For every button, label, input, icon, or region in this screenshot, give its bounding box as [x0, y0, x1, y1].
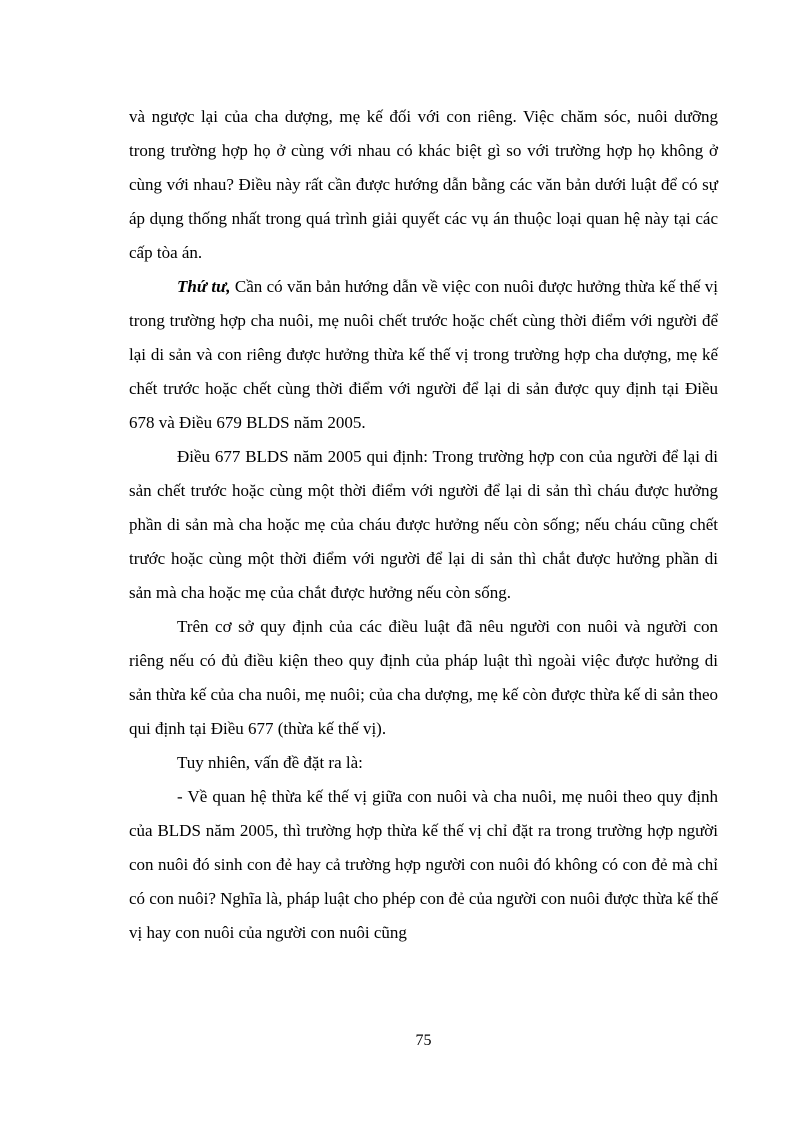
paragraph: và ngược lại của cha dượng, mẹ kế đối với con riêng. Việc chăm sóc, nuôi dưỡng trong trường hợp họ ở cùng với nhau có khác biệt gì so với trường hợp họ không ở cùng với nhau? Điều này rất cần được hướng dẫn bằng các văn bản dưới luật để có sự áp dụng thống nhất trong quá trình giải quyết các vụ án thuộc loại quan hệ này tại các cấp tòa án. — [129, 107, 718, 262]
paragraph: Trên cơ sở quy định của các điều luật đã nêu người con nuôi và người con riêng nếu có đủ điều kiện theo quy định của pháp luật thì ngoài việc được hưởng di sản thừa kế của cha nuôi, mẹ nuôi; của cha dượng, mẹ kế còn được thừa kế di sản theo qui định tại Điều 677 (thừa kế thế vị). — [129, 617, 718, 738]
paragraph: Điều 677 BLDS năm 2005 qui định: Trong trường hợp con của người để lại di sản chết trước hoặc cùng một thời điểm với người để lại di sản thì cháu được hưởng phần di sản mà cha hoặc mẹ của cháu được hưởng nếu còn sống; nếu cháu cũng chết trước hoặc cùng một thời điểm với người để lại di sản thì chắt được hưởng phần di sản mà cha hoặc mẹ của chắt được hưởng nếu còn sống. — [129, 447, 718, 602]
paragraph: - Về quan hệ thừa kế thế vị giữa con nuôi và cha nuôi, mẹ nuôi theo quy định của BLDS năm 2005, thì trường hợp thừa kế thế vị chỉ đặt ra trong trường hợp người con nuôi đó sinh con đẻ hay cả trường hợp người con nuôi đó không có con đẻ mà chỉ có con nuôi? Nghĩa là, pháp luật cho phép con đẻ của người con nuôi được thừa kế thế vị hay con nuôi của người con nuôi cũng — [129, 787, 718, 942]
page-body — [129, 100, 718, 950]
page-number: 75 — [415, 1032, 432, 1049]
paragraph: Tuy nhiên, vấn đề đặt ra là: — [177, 753, 363, 772]
paragraph-lead: Thứ tư, — [177, 277, 231, 296]
paragraph: Thứ tư, Cần có văn bản hướng dẫn về việc con nuôi được hưởng thừa kế thế vị trong trường hợp cha nuôi, mẹ nuôi chết trước hoặc chết cùng thời điểm với người để lại di sản và con riêng được hưởng thừa kế thế vị trong trường hợp cha dượng, mẹ kế chết trước hoặc chết cùng thời điểm với người để lại di sản được quy định tại Điều 678 và Điều 679 BLDS năm 2005. — [129, 277, 719, 432]
